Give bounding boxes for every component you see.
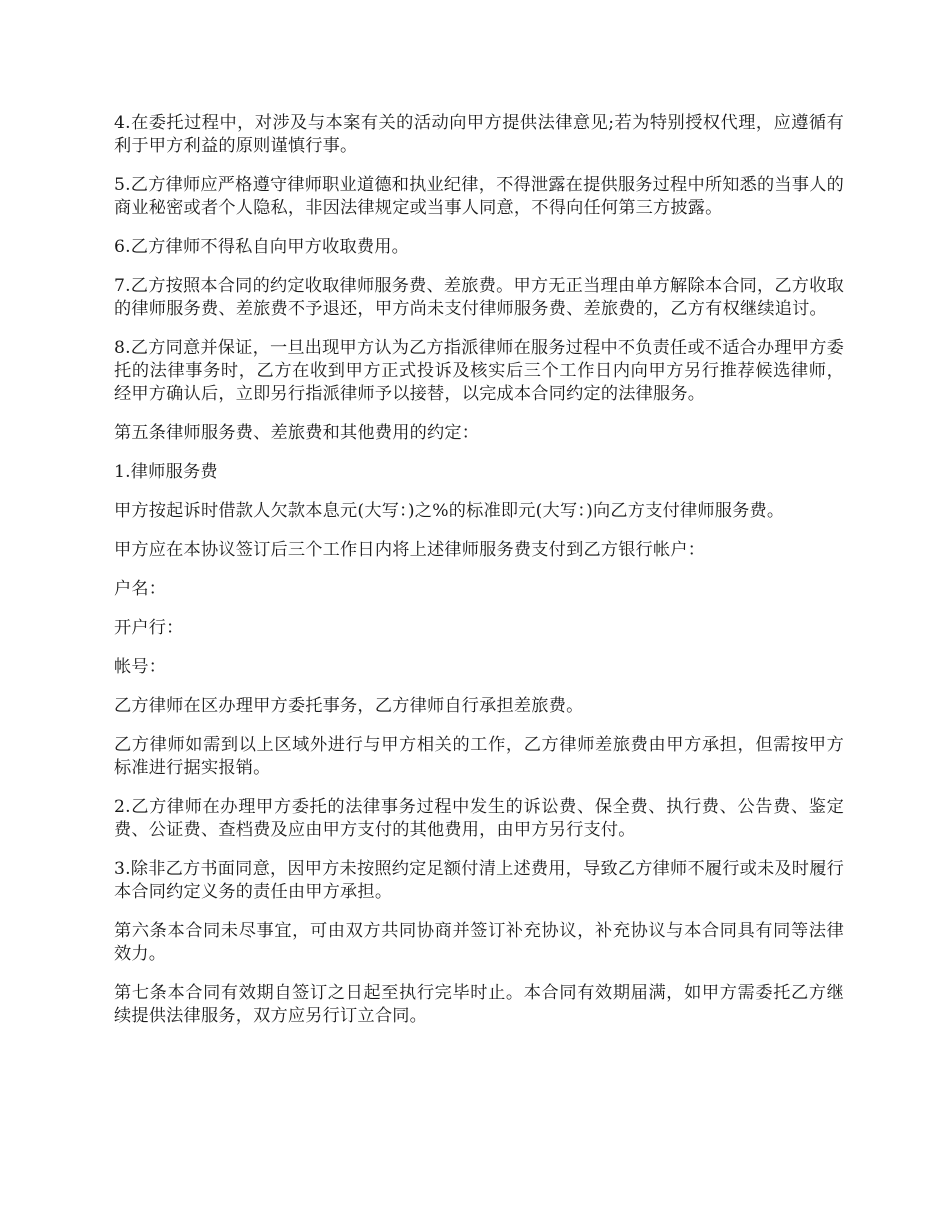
article-6-paragraph: 第六条本合同未尽事宜，可由双方共同协商并签订补充协议，补充协议与本合同具有同等法律效力。 <box>114 921 844 964</box>
paragraph-travel-within-area: 乙方律师在区办理甲方委托事务，乙方律师自行承担差旅费。 <box>114 696 584 716</box>
document-page <box>114 112 844 1044</box>
paragraph-other-expenses: 2.乙方律师在办理甲方委托的法律事务过程中发生的诉讼费、保全费、执行费、公告费、鉴定费、公证费、查档费及应由甲方支付的其他费用，由甲方另行支付。 <box>114 797 844 840</box>
article-7-paragraph: 第七条本合同有效期自签订之日起至执行完毕时止。本合同有效期届满，如甲方需委托乙方继续提供法律服务，双方应另行订立合同。 <box>114 983 844 1026</box>
paragraph-fee-standard: 甲方按起诉时借款人欠款本息元(大写：)之%的标准即元(大写：)向乙方支付律师服务费。 <box>114 501 785 521</box>
paragraph-payment-liability: 3.除非乙方书面同意，因甲方未按照约定足额付清上述费用，导致乙方律师不履行或未及时履行本合同约定义务的责任由甲方承担。 <box>114 859 844 902</box>
bank-account-name-label: 户名： <box>114 579 167 599</box>
paragraph-clause-4-8: 8.乙方同意并保证，一旦出现甲方认为乙方指派律师在服务过程中不负责任或不适合办理甲方委托的法律事务时，乙方在收到甲方正式投诉及核实后三个工作日内向甲方另行推荐候选律师，经甲方确认后，立即另行指派律师予以接替，以完成本合同约定的法律服务。 <box>114 338 844 404</box>
article-5-heading: 第五条律师服务费、差旅费和其他费用的约定： <box>114 423 480 443</box>
paragraph-clause-4-5: 5.乙方律师应严格遵守律师职业道德和执业纪律，不得泄露在提供服务过程中所知悉的当事人的商业秘密或者个人隐私，非因法律规定或当事人同意，不得向任何第三方披露。 <box>114 175 844 218</box>
paragraph-travel-outside-area: 乙方律师如需到以上区域外进行与甲方相关的工作，乙方律师差旅费由甲方承担，但需按甲方标准进行据实报销。 <box>114 735 844 778</box>
bank-name-label: 开户行： <box>114 618 184 638</box>
bank-account-number-label: 帐号： <box>114 657 167 677</box>
paragraph-clause-4-6: 6.乙方律师不得私自向甲方收取费用。 <box>114 237 410 257</box>
section-lawyer-fee-heading: 1.律师服务费 <box>114 462 218 482</box>
paragraph-fee-payment: 甲方应在本协议签订后三个工作日内将上述律师服务费支付到乙方银行帐户： <box>114 540 706 560</box>
paragraph-clause-4-4: 4.在委托过程中，对涉及与本案有关的活动向甲方提供法律意见;若为特别授权代理，应遵循有利于甲方利益的原则谨慎行事。 <box>114 113 844 156</box>
paragraph-clause-4-7: 7.乙方按照本合同的约定收取律师服务费、差旅费。甲方无正当理由单方解除本合同，乙方收取的律师服务费、差旅费不予退还，甲方尚未支付律师服务费、差旅费的，乙方有权继续追讨。 <box>114 276 844 319</box>
